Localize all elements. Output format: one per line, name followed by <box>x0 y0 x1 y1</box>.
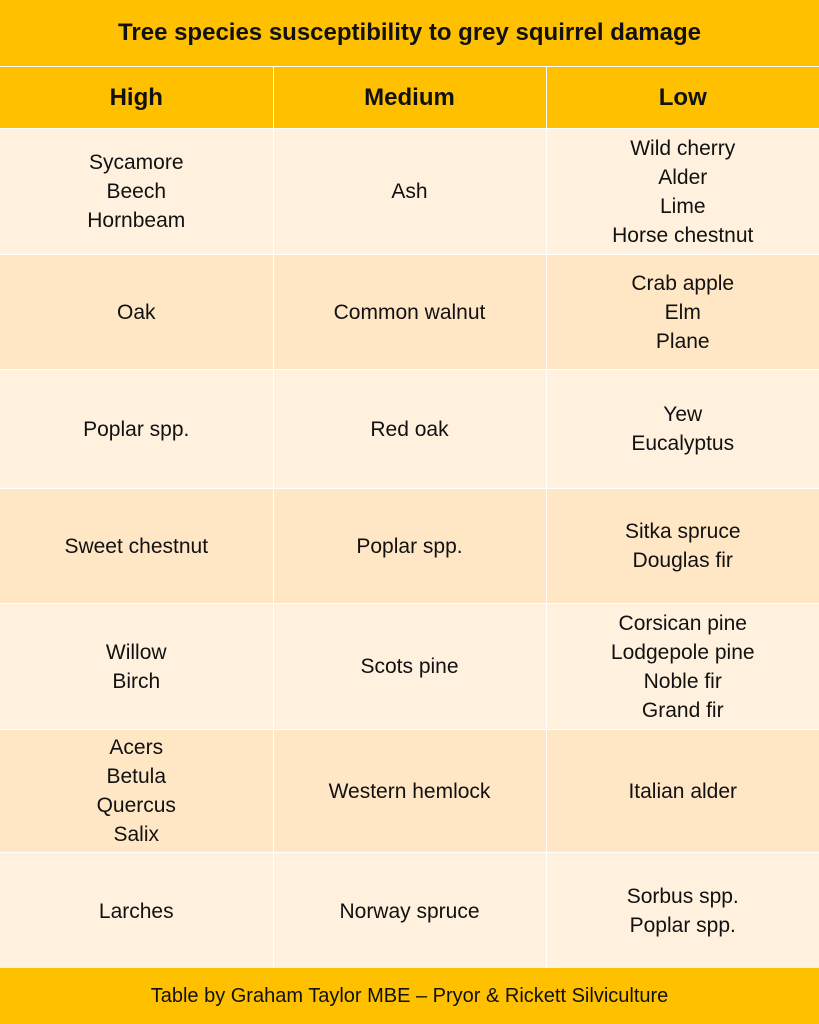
cell-medium <box>273 730 546 853</box>
species-name: Oak <box>116 300 156 324</box>
cell-low <box>546 255 819 370</box>
species-name: Common walnut <box>333 300 486 324</box>
table-body <box>0 129 819 970</box>
cell-low <box>546 604 819 730</box>
species-name: Douglas fir <box>632 549 733 572</box>
species-name: Alder <box>658 165 708 189</box>
species-name: Poplar spp. <box>629 914 736 938</box>
table-row <box>0 853 819 970</box>
species-name: Yew <box>663 403 703 426</box>
species-name: Elm <box>664 300 701 324</box>
susceptibility-table <box>0 66 819 970</box>
species-name: Ash <box>391 180 428 203</box>
cell-medium <box>273 853 546 970</box>
species-name: Beech <box>106 180 167 203</box>
species-name: Scots pine <box>360 655 459 678</box>
cell-high <box>0 730 273 853</box>
species-name: Sitka spruce <box>624 520 741 543</box>
cell-medium <box>273 489 546 604</box>
species-name: Lime <box>659 194 706 218</box>
cell-medium <box>273 370 546 489</box>
species-name: Grand fir <box>641 698 724 722</box>
species-name: Wild cherry <box>630 136 736 160</box>
cell-high <box>0 489 273 604</box>
species-name: Lodgepole pine <box>610 640 755 664</box>
cell-medium <box>273 255 546 370</box>
species-name: Betula <box>106 765 167 788</box>
species-name: Norway spruce <box>339 899 480 923</box>
table-row <box>0 730 819 853</box>
table-credit: Table by Graham Taylor MBE – Pryor & Rickett Silviculture <box>0 968 819 1024</box>
species-name: Western hemlock <box>328 779 491 803</box>
cell-low <box>546 730 819 853</box>
species-name: Italian alder <box>628 779 738 803</box>
species-name: Hornbeam <box>87 209 186 232</box>
species-name: Sorbus spp. <box>626 885 739 909</box>
species-name: Crab apple <box>631 271 735 295</box>
species-name: Noble fir <box>643 669 722 693</box>
table-row <box>0 370 819 489</box>
cell-medium <box>273 604 546 730</box>
species-name: Sweet chestnut <box>64 534 209 558</box>
species-name: Corsican pine <box>618 611 747 635</box>
cell-high <box>0 604 273 730</box>
species-name: Red oak <box>370 417 449 441</box>
species-name: Willow <box>105 640 167 664</box>
table-title: Tree species susceptibility to grey squirrel damage <box>0 0 819 66</box>
cell-low <box>546 489 819 604</box>
species-name: Horse chestnut <box>612 223 754 247</box>
header-row <box>0 67 819 129</box>
species-name: Salix <box>113 823 160 846</box>
cell-high <box>0 255 273 370</box>
cell-high <box>0 370 273 489</box>
species-name: Plane <box>655 329 710 353</box>
species-name: Birch <box>112 669 161 693</box>
species-name: Poplar spp. <box>356 534 463 558</box>
species-name: Larches <box>98 899 174 923</box>
cell-low <box>546 853 819 970</box>
species-name: Eucalyptus <box>631 432 735 455</box>
species-name: Sycamore <box>88 151 184 174</box>
cell-high <box>0 853 273 970</box>
species-name: Quercus <box>96 794 176 817</box>
table-row <box>0 129 819 255</box>
cell-medium <box>273 129 546 255</box>
table-row <box>0 255 819 370</box>
species-name: Acers <box>109 736 164 759</box>
cell-high <box>0 129 273 255</box>
column-header-low: Low <box>546 67 819 129</box>
cell-low <box>546 129 819 255</box>
species-name: Poplar spp. <box>83 417 190 441</box>
cell-low <box>546 370 819 489</box>
table-row <box>0 489 819 604</box>
column-header-high: High <box>0 67 273 129</box>
column-header-medium: Medium <box>273 67 546 129</box>
table-row <box>0 604 819 730</box>
